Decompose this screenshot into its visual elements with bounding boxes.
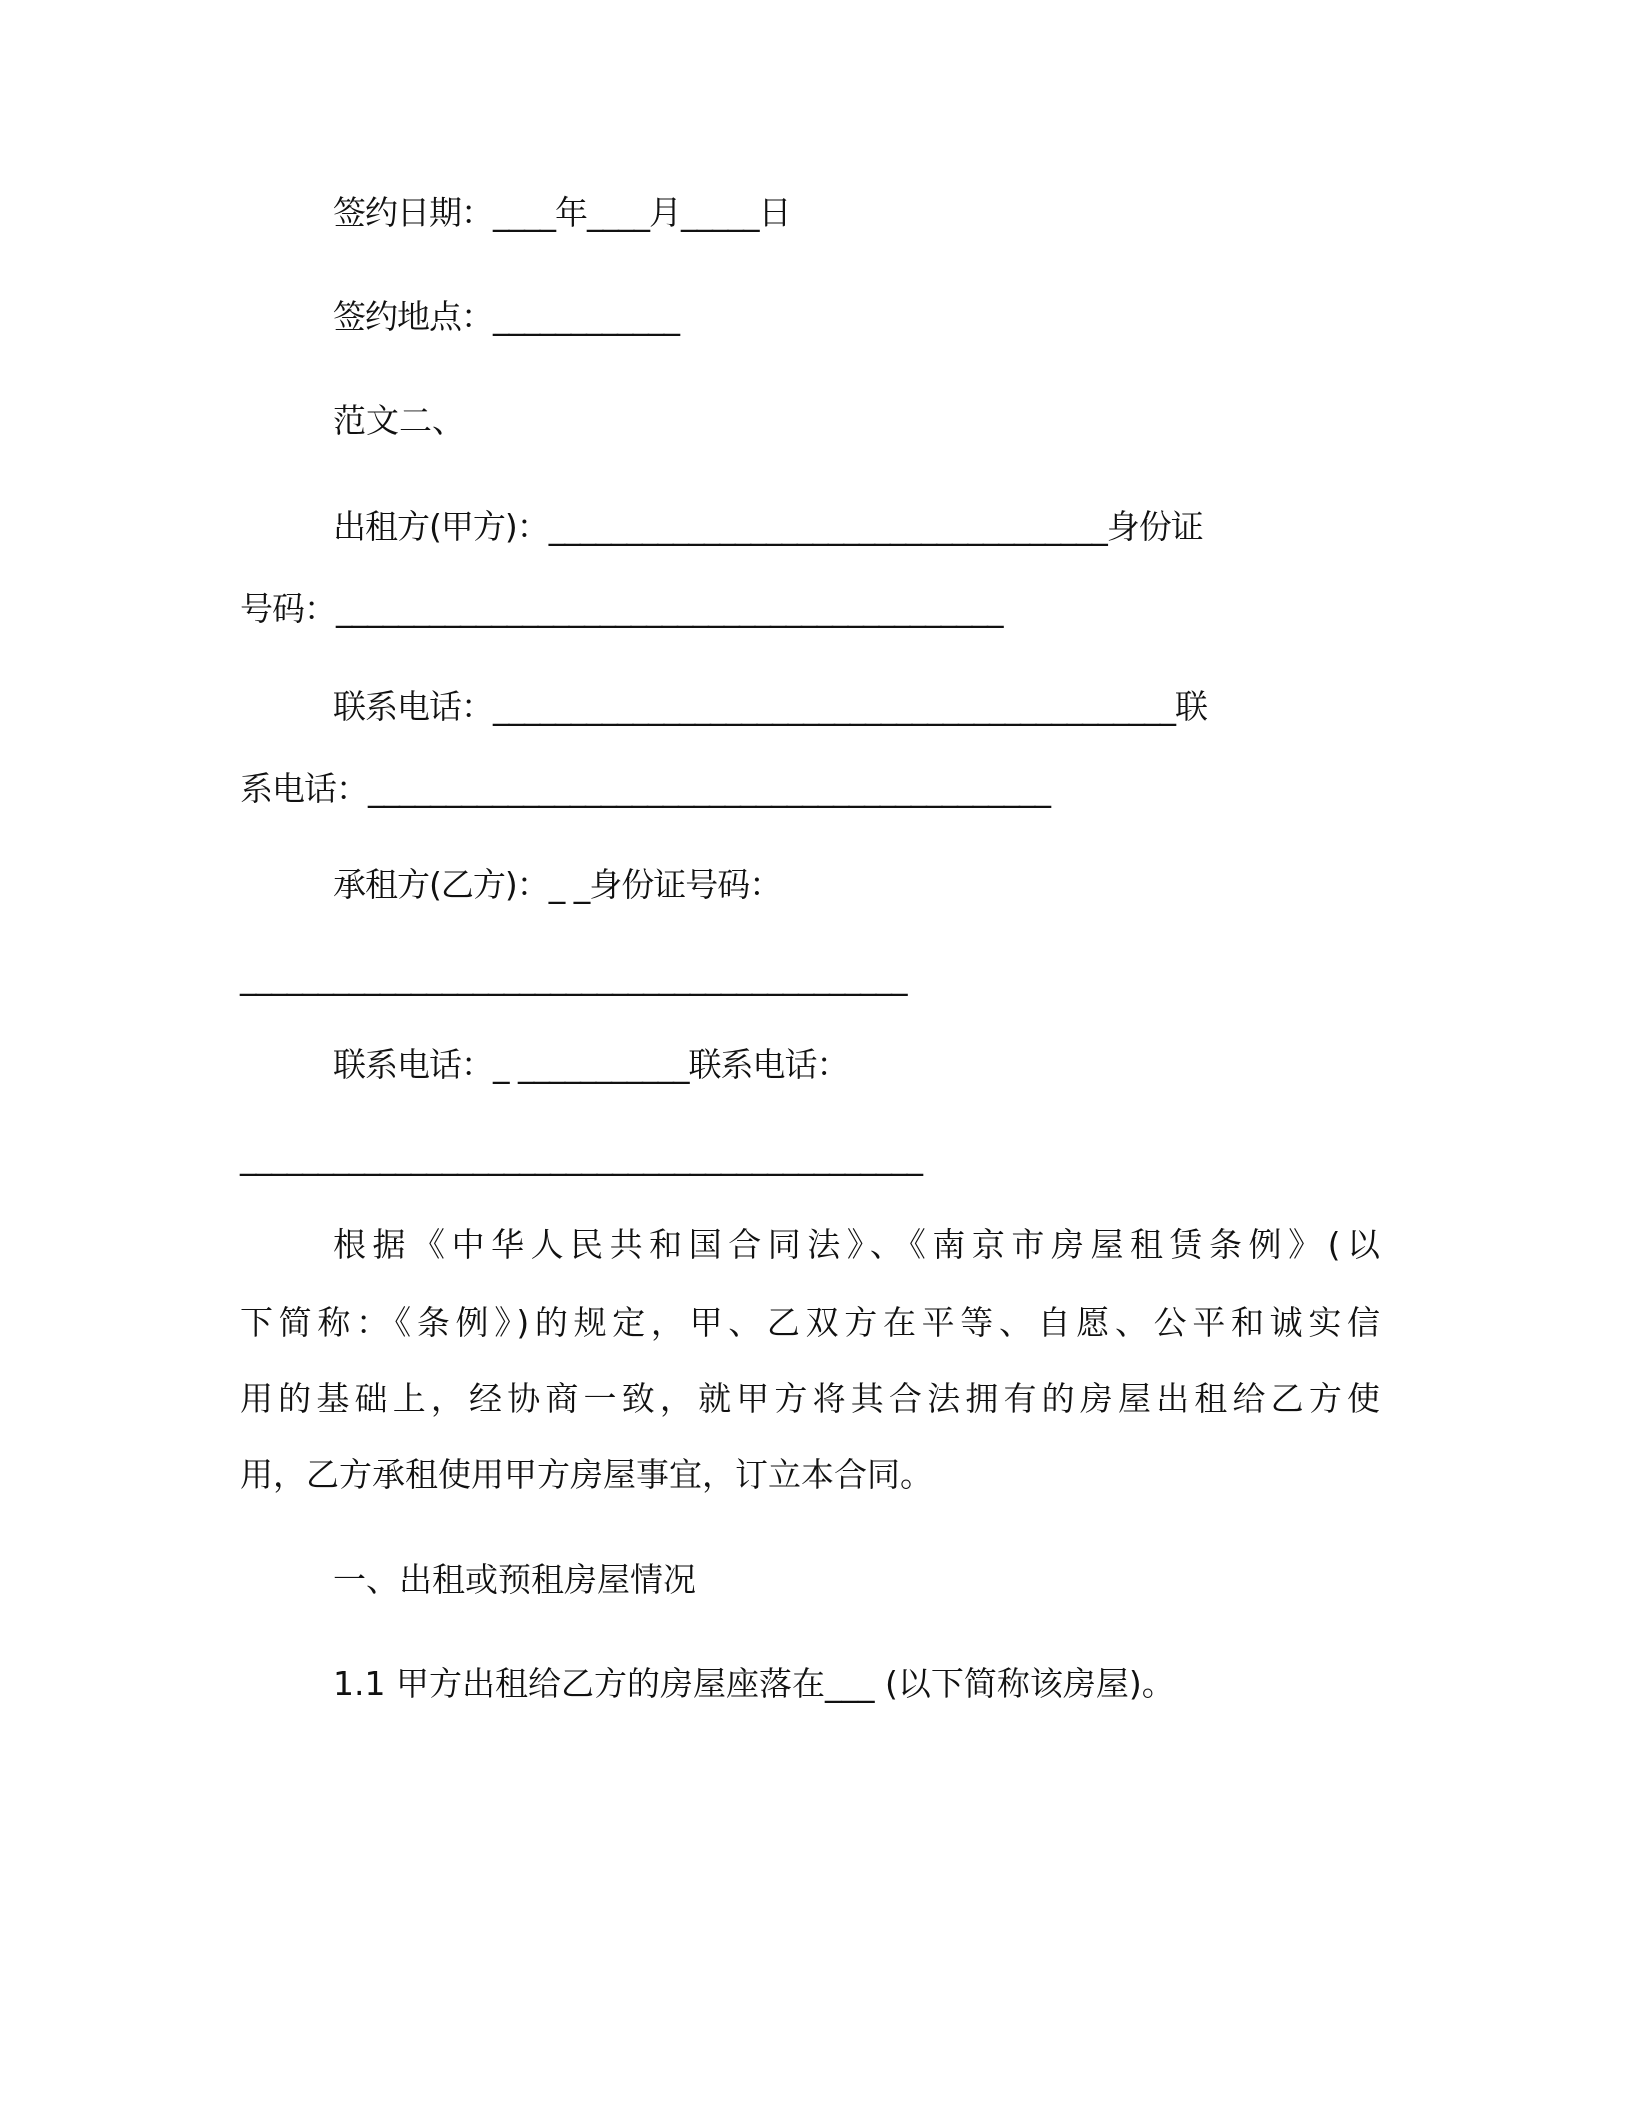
sign-date-line: 签约日期：____年____月_____日 — [333, 193, 791, 232]
paragraph-line: 用的基础上，经协商一致，就甲方将其合法拥有的房屋出租给乙方使 — [240, 1379, 1380, 1418]
sample-heading: 范文二、 — [333, 401, 465, 440]
paragraph-line: 根据《中华人民共和国合同法》、《南京市房屋租赁条例》(以 — [333, 1225, 1380, 1264]
paragraph-line: 用，乙方承租使用甲方房屋事宜，订立本合同。 — [240, 1455, 933, 1494]
lessee-phone-blank: ____________________________________________ — [240, 1137, 922, 1176]
paragraph-line: 下简称：《条例》)的规定，甲、乙双方在平等、自愿、公平和诚实信 — [240, 1303, 1380, 1342]
lessee-phone-line: 联系电话：_ ___________联系电话： — [333, 1045, 849, 1084]
section-heading: 一、出租或预租房屋情况 — [333, 1560, 696, 1599]
clause-1-1: 1.1 甲方出租给乙方的房屋座落在___ (以下简称该房屋)。 — [333, 1664, 1175, 1703]
lessor-phone-line-2: 系电话：____________________________________________ — [240, 769, 1050, 808]
lessor-id-line: 号码：___________________________________________ — [240, 589, 1003, 628]
lessor-phone-line: 联系电话：____________________________________________联 — [333, 687, 1207, 726]
lessee-line: 承租方(乙方)：_ _身份证号码： — [333, 865, 782, 904]
lessor-line: 出租方(甲方)：____________________________________身份证 — [333, 507, 1203, 546]
lessee-id-blank: ___________________________________________ — [240, 957, 907, 996]
sign-place-line: 签约地点：____________ — [333, 297, 679, 336]
